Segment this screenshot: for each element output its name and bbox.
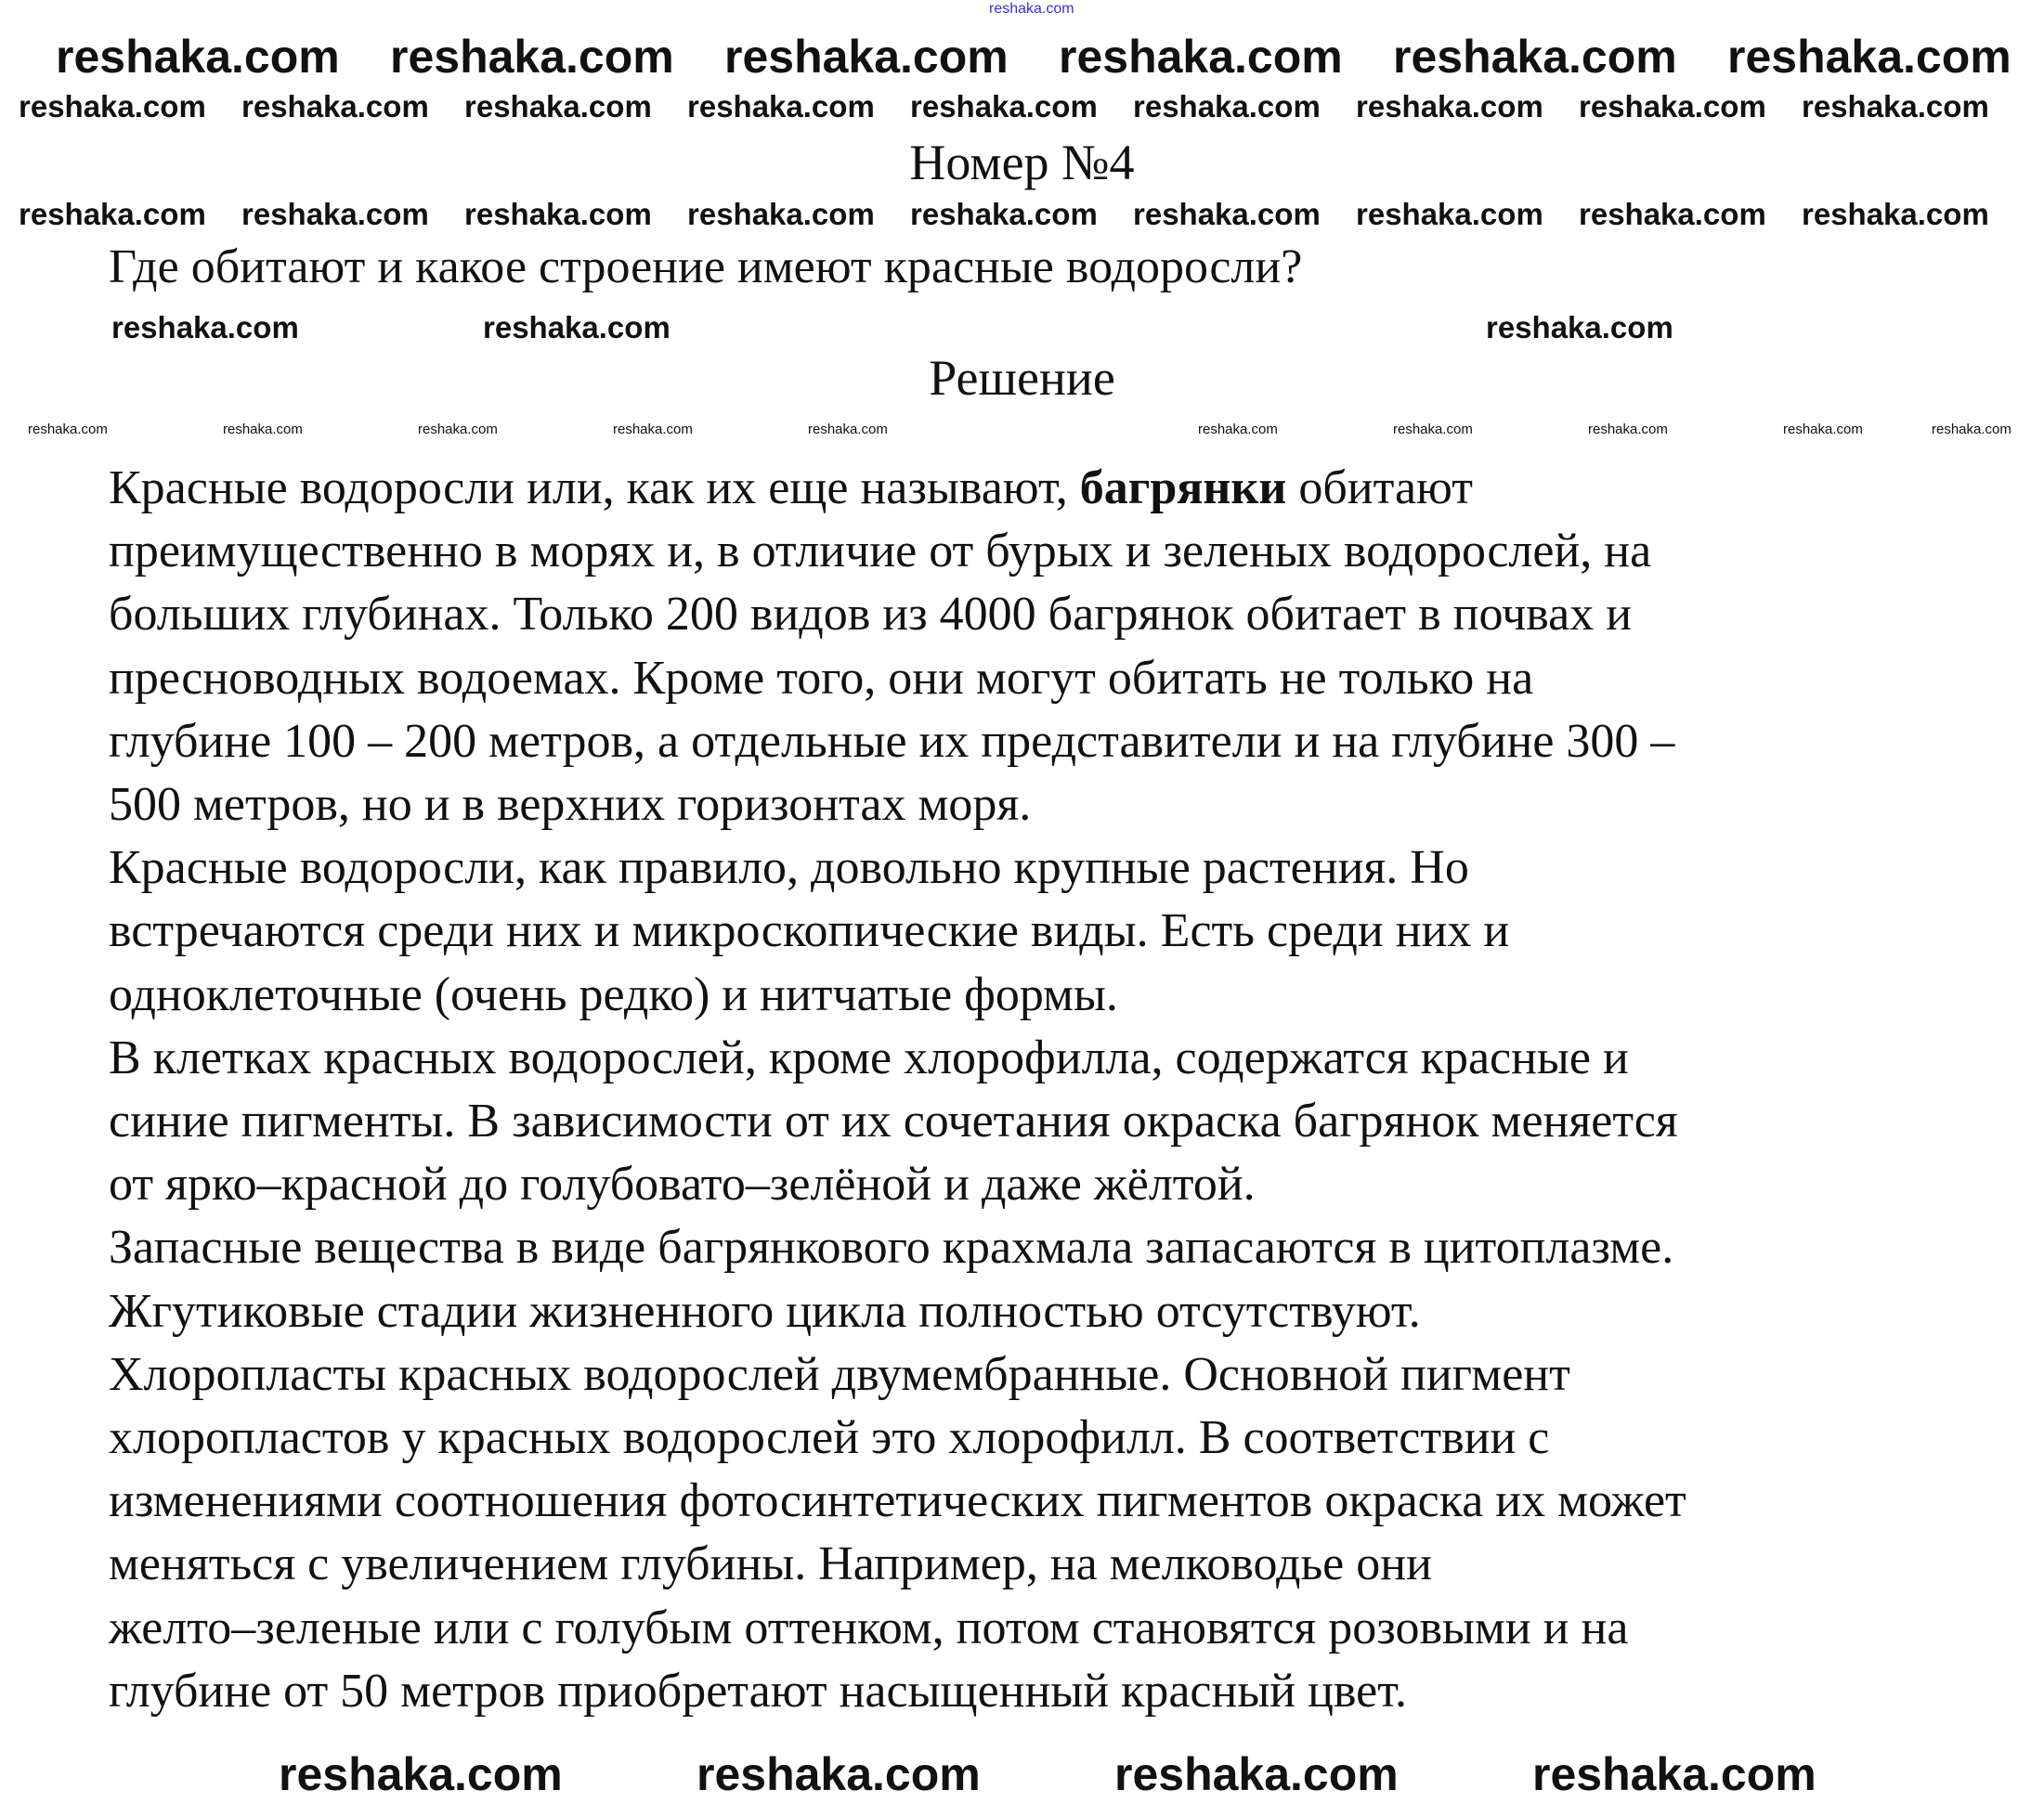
header-watermark[interactable]: reshaka.com (989, 1, 1074, 17)
watermark: reshaka.com (1932, 422, 2011, 437)
watermark: reshaka.com (1579, 197, 1766, 231)
body-line: меняться с увеличением глубины. Например, на мелководье они (109, 1537, 1432, 1590)
watermark: reshaka.com (483, 310, 670, 344)
term-bagryanki: багрянки (1079, 461, 1287, 514)
question-text: Где обитают и какое строение имеют красные водоросли? (109, 240, 1303, 293)
watermark: reshaka.com (1356, 89, 1543, 123)
body-text: Красные водоросли или, как их еще называют, (109, 461, 1080, 514)
body-line: глубине от 50 метров приобретают насыщенный красный цвет. (109, 1665, 1408, 1718)
watermark: reshaka.com (279, 1748, 563, 1800)
body-line: Запасные вещества в виде багрянкового крахмала запасаются в цитоплазме. (109, 1221, 1674, 1274)
watermark: reshaka.com (808, 422, 888, 437)
watermark: reshaka.com (1532, 1748, 1816, 1800)
watermark: reshaka.com (464, 89, 652, 123)
body-line: 500 метров, но и в верхних горизонтах моря. (109, 778, 1032, 831)
body-line: встречаются среди них и микроскопические виды. Есть среди них и (109, 904, 1510, 957)
watermark: reshaka.com (724, 31, 1009, 83)
watermark: reshaka.com (687, 197, 875, 231)
watermark: reshaka.com (19, 197, 206, 231)
watermark: reshaka.com (390, 31, 674, 83)
body-line: пресноводных водоемах. Кроме того, они могут обитать не только на (109, 652, 1534, 705)
body-line: Красные водоросли, как правило, довольно крупные растения. Но (109, 841, 1469, 894)
watermark: reshaka.com (1802, 89, 1989, 123)
watermark: reshaka.com (1579, 89, 1766, 123)
watermark: reshaka.com (1059, 31, 1343, 83)
body-line (109, 461, 1473, 514)
body-line: хлоропластов у красных водорослей это хлорофилл. В соответствии с (109, 1411, 1550, 1464)
body-text: обитают (1286, 461, 1473, 514)
watermark: reshaka.com (1133, 197, 1321, 231)
watermark: reshaka.com (687, 89, 875, 123)
watermark: reshaka.com (241, 197, 429, 231)
body-line: В клетках красных водорослей, кроме хлорофилла, содержатся красные и (109, 1031, 1629, 1084)
watermark: reshaka.com (1198, 422, 1278, 437)
watermark: reshaka.com (19, 89, 206, 123)
watermark: reshaka.com (910, 89, 1098, 123)
body-line: одноклеточные (очень редко) и нитчатые формы. (109, 968, 1118, 1021)
watermark: reshaka.com (223, 422, 303, 437)
body-line: преимущественно в морях и, в отличие от бурых и зеленых водорослей, на (109, 525, 1652, 577)
watermark: reshaka.com (613, 422, 693, 437)
watermark: reshaka.com (910, 197, 1098, 231)
watermark: reshaka.com (241, 89, 429, 123)
watermark: reshaka.com (56, 31, 340, 83)
watermark: reshaka.com (418, 422, 498, 437)
body-line: синие пигменты. В зависимости от их сочетания окраска багрянок меняется (109, 1095, 1678, 1148)
watermark: reshaka.com (111, 310, 299, 344)
body-line: от ярко–красной до голубовато–зелёной и даже жёлтой. (109, 1158, 1256, 1211)
watermark: reshaka.com (1133, 89, 1321, 123)
watermark: reshaka.com (1727, 31, 2011, 83)
body-line: изменениями соотношения фотосинтетических пигментов окраска их может (109, 1474, 1686, 1527)
watermark: reshaka.com (1356, 197, 1543, 231)
watermark: reshaka.com (1802, 197, 1989, 231)
watermark: reshaka.com (28, 422, 108, 437)
body-line: Жгутиковые стадии жизненного цикла полностью отсутствуют. (109, 1285, 1421, 1338)
watermark: reshaka.com (1588, 422, 1668, 437)
watermark: reshaka.com (1393, 422, 1473, 437)
body-line: Хлоропласты красных водорослей двумембранные. Основной пигмент (109, 1348, 1570, 1401)
solution-heading: Решение (929, 350, 1115, 406)
watermark: reshaka.com (697, 1748, 981, 1800)
body-line: желто–зеленые или с голубым оттенком, потом становятся розовыми и на (109, 1602, 1629, 1654)
page-title: Номер №4 (909, 135, 1135, 190)
watermark: reshaka.com (1393, 31, 1677, 83)
watermark: reshaka.com (464, 197, 652, 231)
body-line: глубине 100 – 200 метров, а отдельные их представители и на глубине 300 – (109, 715, 1675, 768)
watermark: reshaka.com (1114, 1748, 1399, 1800)
watermark: reshaka.com (1486, 310, 1673, 344)
watermark: reshaka.com (1783, 422, 1863, 437)
body-line: больших глубинах. Только 200 видов из 4000 багрянок обитает в почвах и (109, 588, 1633, 641)
